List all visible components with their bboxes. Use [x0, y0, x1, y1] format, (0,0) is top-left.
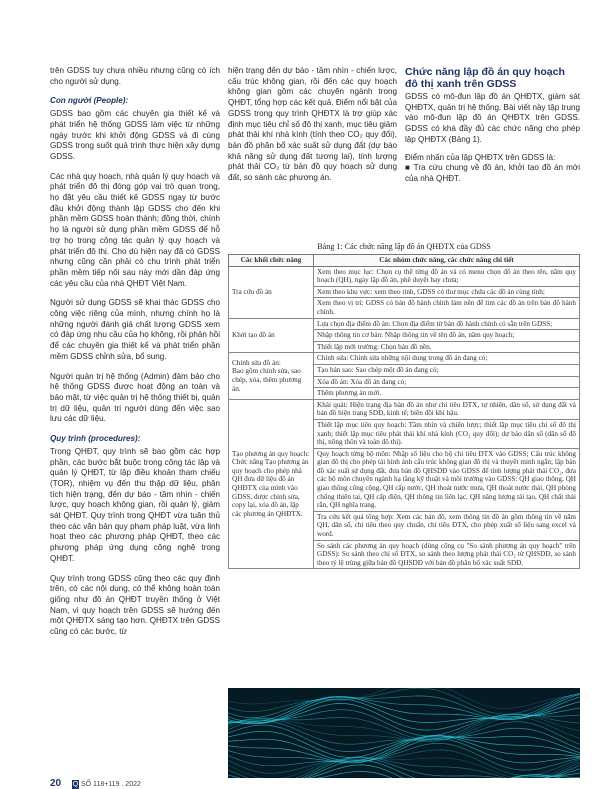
function-group-cell: Tạo phương án quy hoạch: Chức năng Tạo phương án quy hoạch cho phép nhà QH đưa dữ liệu đồ án QHĐTX của mình vào GDSS, được chỉnh sửa, copy lại, xóa đồ án, lập các phương án QHĐTX. [229, 399, 314, 569]
column-right [405, 66, 580, 192]
people-paragraph-4: Người quản trị hệ thống (Admin) đảm bảo cho hệ thống GDSS được hoạt động an toàn và bảo mật, từ việc quản trị hệ thống thiết bị, quản trị dữ liệu, quản trị người dùng đến việc sao lưu các dữ liệu. [50, 371, 220, 424]
contour-line [228, 775, 580, 779]
function-detail-cell: Tra cứu kết quả tổng hợp: Xem các bản đồ, xem thông tin đồ án gồm thông tin về năm QH, dân số, chỉ tiêu theo quy chuẩn, chỉ tiêu ĐTX, cho phép xuất số liệu sang excel và word. [314, 511, 580, 540]
table-caption: Bảng 1: Các chức năng lập đồ án QHĐTX của GDSS [317, 242, 491, 251]
contour-lines-graphic [228, 688, 580, 778]
function-detail-cell: Xem theo vị trí: GDSS có bản đồ hành chính làm nền để tìm các đồ án trên bản đồ hành chính. [314, 298, 580, 318]
contour-line [228, 731, 580, 757]
function-detail-cell: Tạo bản sao: Sao chép một đồ án đang có; [314, 364, 580, 376]
table-row [229, 399, 580, 419]
table-row [229, 266, 580, 286]
function-group-cell: Chỉnh sửa đồ án: Bao gồm chỉnh sửa, sao chép, xóa, thêm phương án. [229, 353, 314, 399]
people-paragraph-3: Người sử dụng GDSS sẽ khai thác GDSS cho công việc riêng của mình, nhưng chính họ là những người đánh giá chất lượng GDSS xem có đáp ứng nhu cầu của họ không, rồi phản hồi để các chuyên gia thiết kế và phát triển phần mềm GDSS chỉnh sửa, bổ sung. [50, 298, 220, 361]
function-detail-cell: Xem theo khu vực: xem theo tỉnh, GDSS có thư mục chứa các đồ án cùng tỉnh; [314, 286, 580, 298]
people-heading: Con người (People): [50, 96, 129, 106]
function-group-cell: Tra cứu đồ án [229, 266, 314, 318]
function-detail-cell: Xem theo mục lục: Chọn cụ thể từng đồ án và có menu chọn đồ án theo tên, năm quy hoạch (QH), ngày lập đồ án, phê duyệt hay chưa; [314, 266, 580, 286]
table-row [229, 353, 580, 365]
issue-number: SỐ 118+119 . 2022 [81, 781, 141, 788]
right-paragraph-3: ■ Tra cứu chung về đồ án, khởi tạo đồ án mới của nhà QHĐT. [405, 163, 580, 183]
column-middle [228, 66, 397, 193]
right-paragraph-1: GDSS có mô-đun lập đồ án QHĐTX, giám sát QHĐTX, quản trị hệ thống. Bài viết này tập trung vào mô-đun lập đồ án QHĐTX trên GDSS. GDSS có khá đầy đủ các chức năng cho phép lập QHĐTX (Bảng 1). [405, 92, 580, 144]
function-table [228, 254, 580, 569]
function-detail-cell: Quy hoạch từng bộ môn: Nhập số liệu cho bộ chỉ tiêu ĐTX vào GDSS; Cấu trúc không gian đô thị cho phép tải hình ảnh cấu trúc không gian đô thị và thuyết minh ngắn; lập bản đồ xác suất sử dụng đất, đưa bản đồ QHSDĐ vào GDSS để tính lượng phát thải CO₂, đưa các bộ môn chuyên ngành hạ tầng kỹ thuật và môi trường vào GDSS: QH giao thông, QH giao thông công cộng, QH cấp nước, QH thoát nước mưa, QH thoát nước thải, QH phòng chống thiên tai, QH cấp điện, QH thông tin liên lạc, QH năng lượng tái tạo, QH chất thải rắn, QH nghĩa trang. [314, 448, 580, 511]
function-detail-cell: So sánh các phương án quy hoạch (dùng công cụ "So sánh phương án quy hoạch" trên GDSS): So sánh theo chỉ số ĐTX, so sánh theo lượng phát thải CO₂ từ QHSDĐ, so sánh theo tỷ lệ trùng giữa bản đồ QHSDĐ với bản đồ phân bổ xác suất SDĐ. [314, 540, 580, 569]
procedures-paragraph-1: Trong QHĐT, quy trình sẽ bao gồm các hợp phần, các bước bắt buộc trong công tác lập và quản lý QHĐT, từ lập điều khoản tham chiếu (TOR), nhiệm vụ đến thu thập dữ liệu, phân tích hiện trạng, đến dự báo - tầm nhìn - chiến lược, quy hoạch không gian, rồi quản lý, giám sát QHĐT. Quy trình trong QHĐT vừa tuân thủ theo các văn bản quy phạm pháp luật, vừa linh hoạt theo các phương pháp QHĐT, theo các phương pháp ứng dụng công nghệ trong QHĐT. [50, 446, 220, 563]
table-row [229, 318, 580, 330]
procedures-paragraph-2: Quy trình trong GDSS cũng theo các quy định trên, có các nội dung, có thể không hoàn toàn giống như đồ án QHĐT truyền thống ở Việt Nam, vì quy hoạch trên GDSS sẽ hướng đến một QHĐTX sáng tạo hơn. QHĐTX trên GDSS cũng có các bước, từ [50, 573, 220, 637]
section-title: Chức năng lập đồ án quy hoạch đô thị xanh trên GDSS [405, 66, 565, 90]
function-detail-cell: Thiết lập mục tiêu quy hoạch: Tầm nhìn và chiến lược; thiết lập mục tiêu chỉ số đô thị xanh; thiết lập mục tiêu phát thải khí nhà kính (CO₂ quy đổi); dự báo dân số (dân số đô thị, nông thôn và toàn đô thị). [314, 419, 580, 448]
table-header-row [229, 255, 580, 267]
topographic-image [228, 688, 580, 778]
function-detail-cell: Thiết lập mới trường: Chọn bản đồ nền. [314, 341, 580, 353]
magazine-logo-icon: Q [72, 781, 79, 788]
function-detail-cell: Thêm phương án mới. [314, 388, 580, 400]
function-detail-cell: Khái quát: Hiện trạng địa bàn đồ án như chỉ tiêu ĐTX, tự nhiên, dân số, sử dụng đất và bản đồ hiện trạng SDĐ, kinh tế; biên đồi khí hậu. [314, 399, 580, 419]
intro-paragraph: trên GDSS tuy chưa nhiều nhưng cũng có ích cho người sử dụng. [50, 66, 220, 86]
people-paragraph-1: GDSS bao gồm các chuyên gia thiết kế và phát triển hệ thống GDSS làm việc từ những ngày trước khi khởi động GDSS và đi cùng GDSS trong suốt quá trình thực hiện xây dựng GDSS. [50, 109, 220, 161]
middle-paragraph: hiện trạng đến dự báo - tầm nhìn - chiến lược, cấu trúc không gian, rồi đến các quy hoạch không gian gồm các chuyên ngành trong QHĐT, tổng hợp các kết quả. Điểm nổi bật của GDSS trong quy trình QHĐTX là trợ giúp xác định mục tiêu chỉ số đô thị xanh, mục tiêu giảm phát thải khí nhà kính (tính theo CO₂ quy đổi), bản đồ phân bổ xác suất sử dụng đất (dự báo khả năng sử dụng đất tương lai), tính lượng phát thải CO₂ từ bản đồ quy hoạch sử dụng đất, so sánh các phương án. [228, 66, 397, 183]
people-paragraph-2: Các nhà quy hoạch, nhà quản lý quy hoạch và phát triển đô thị đóng góp vai trò quan trọng, họ đặt yêu cầu thiết kế GDSS ngay từ bước đầu khởi động thành lập GDSS cho đến khi phần mềm GDSS hoàn thành; đồng thời, chính họ là người sử dụng phần mềm GDSS để hỗ trợ họ trong công tác quản lý quy hoạch và phát triển đô thị. Cho dù hiện nay đã có GDSS nhưng cũng cần phải có chu trình phát triển phần mềm tiếp nối sau này mới dần đáp ứng các yêu cầu của nhà QHĐT Việt Nam. [50, 171, 220, 288]
contour-line [228, 688, 580, 709]
right-paragraph-2: Điểm nhấn của lập QHĐTX trên GDSS là: [405, 152, 556, 162]
function-detail-cell: Chỉnh sửa: Chỉnh sửa những nội dung trong đồ án đang có; [314, 353, 580, 365]
function-group-cell: Khởi tạo đồ án [229, 318, 314, 353]
table-header-cell: Các nhóm chức năng, các chức năng chi tiết [314, 255, 580, 267]
contour-line [228, 688, 580, 714]
function-detail-cell: Nhập thông tin cơ bản: Nhập thông tin về tên đồ án, năm quy hoạch; [314, 330, 580, 342]
issue-label [72, 780, 141, 789]
procedures-heading: Quy trình (procedures): [50, 434, 141, 444]
function-detail-cell: Xóa đồ án: Xóa đồ án đang có; [314, 376, 580, 388]
function-detail-cell: Lựa chọn địa điểm đồ án: Chọn địa điểm từ bản đồ hành chính có sẵn trên GDSS; [314, 318, 580, 330]
contour-line [228, 765, 580, 778]
page-number: 20 [50, 778, 62, 789]
table-header-cell: Các khối chức năng [229, 255, 314, 267]
column-left [50, 66, 220, 647]
